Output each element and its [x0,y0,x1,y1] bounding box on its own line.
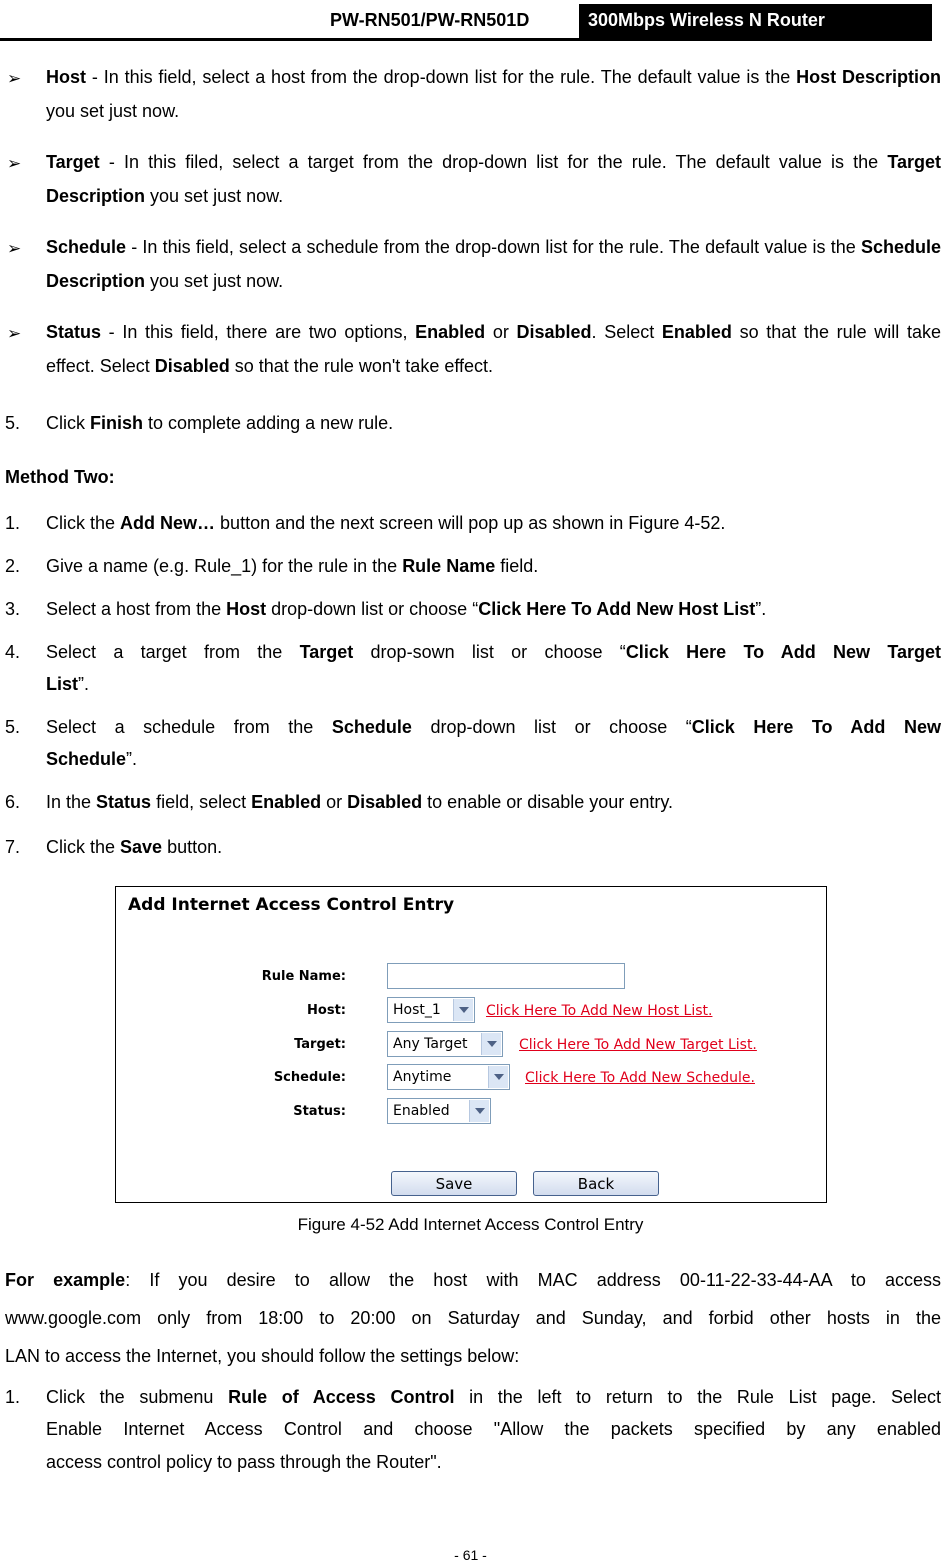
rule-name-input[interactable] [387,963,625,989]
step-finish: Click Finish to complete adding a new rule. [46,413,394,433]
schedule-label: Schedule: [273,1070,346,1085]
host-select-value: Host_1 [393,1002,441,1018]
schedule-select[interactable] [387,1064,510,1090]
bullet-text: Target - In this filed, select a target from the drop-down list for the rule. The default value is the Target Description you set just now. [46,152,941,206]
host-label: Host: [307,1003,346,1018]
step-number: 1. [5,1387,21,1407]
step-number: 2. [5,556,21,576]
step-6: In the Status field, select Enabled or Disabled to enable or disable your entry. [46,792,673,812]
final-step-line-3: access control policy to pass through the Router". [46,1452,442,1472]
step-5-cont: Schedule”. [46,749,138,769]
step-3: Select a host from the Host drop-down list or choose “Click Here To Add New Host List”. [46,599,767,619]
final-step-line-2: Enable Internet Access Control and choose "Allow the packets specified by any enabled [46,1419,941,1439]
example-line-2: www.google.com only from 18:00 to 20:00 on Saturday and Sunday, and forbid other hosts in the [5,1308,941,1328]
example-line-3: LAN to access the Internet, you should follow the settings below: [5,1346,520,1366]
status-label: Status: [293,1104,346,1119]
bullet-text: Status - In this field, there are two options, Enabled or Disabled. Select Enabled so that the rule will take effect. Select Disabled so that the rule won't take effect. [46,322,941,376]
final-step-line-1: Click the submenu Rule of Access Control in the left to return to the Rule List page. Select [46,1387,941,1407]
step-4-cont: List”. [46,674,90,694]
status-select[interactable] [387,1098,491,1124]
add-target-link[interactable]: Click Here To Add New Target List. [519,1037,757,1053]
schedule-select-value: Anytime [393,1069,452,1085]
target-select[interactable] [387,1031,503,1057]
figure-caption: Figure 4-52 Add Internet Access Control Entry [297,1215,644,1234]
method-heading: Method Two: [5,467,115,487]
step-number: 6. [5,792,21,812]
step-number: 5. [5,717,21,737]
arrow-bullet-icon: ➢ [7,69,22,88]
step-7: Click the Save button. [46,837,223,857]
arrow-bullet-icon: ➢ [7,239,22,258]
chevron-down-icon [469,1100,489,1122]
status-select-value: Enabled [393,1103,450,1119]
add-host-link[interactable]: Click Here To Add New Host List. [486,1003,713,1019]
arrow-bullet-icon: ➢ [7,324,22,343]
target-label: Target: [294,1037,346,1052]
chevron-down-icon [488,1066,508,1088]
save-button[interactable]: Save [391,1171,517,1196]
step-1: Click the Add New… button and the next screen will pop up as shown in Figure 4-52. [46,513,726,533]
step-number: 1. [5,513,21,533]
target-select-value: Any Target [393,1036,468,1052]
figure-title: Add Internet Access Control Entry [128,895,455,915]
step-number: 5. [5,413,21,433]
example-line-1: For example: If you desire to allow the host with MAC address 00-11-22-33-44-AA to access [5,1270,941,1290]
step-number: 7. [5,837,21,857]
header-rule [0,38,932,41]
step-5: Select a schedule from the Schedule drop-down list or choose “Click Here To Add New [46,717,941,737]
chevron-down-icon [481,1033,501,1055]
step-number: 4. [5,642,21,662]
add-schedule-link[interactable]: Click Here To Add New Schedule. [525,1070,755,1086]
back-button[interactable]: Back [533,1171,659,1196]
bullet-text: Host - In this field, select a host from the drop-down list for the rule. The default value is the Host Description you set just now. [46,67,941,121]
step-4: Select a target from the Target drop-sown list or choose “Click Here To Add New Target [46,642,941,662]
figure-screenshot [115,886,827,1203]
model-name: PW-RN501/PW-RN501D [330,10,530,30]
bullet-text: Schedule - In this field, select a schedule from the drop-down list for the rule. The default value is the Schedule Description you set just now. [46,237,941,291]
step-2: Give a name (e.g. Rule_1) for the rule in the Rule Name field. [46,556,539,576]
arrow-bullet-icon: ➢ [7,154,22,173]
page-number: - 61 - [454,1547,487,1563]
rule-name-label: Rule Name: [261,969,346,984]
chevron-down-icon [453,999,473,1021]
step-number: 3. [5,599,21,619]
product-title: 300Mbps Wireless N Router [579,4,932,38]
host-select[interactable] [387,997,475,1023]
